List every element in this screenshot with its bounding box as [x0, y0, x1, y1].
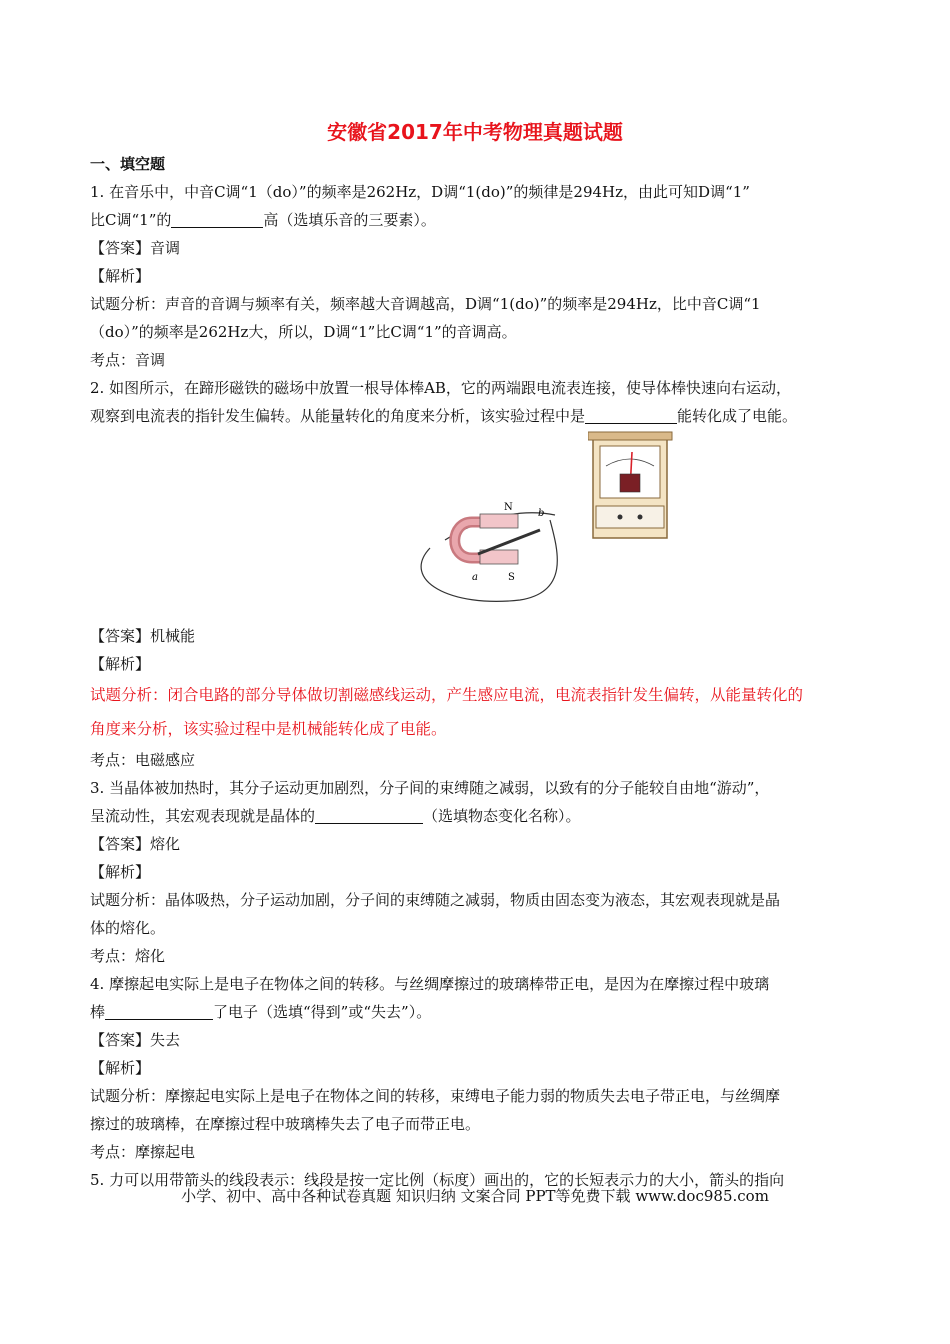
q2-analysis-line2: 角度来分析，该实验过程中是机械能转化成了电能。 [90, 720, 447, 738]
q1-analysis-line2: （do）”的频率是262Hz大，所以，D调“1”比C调“1”的音调高。 [90, 323, 517, 341]
q3-line2-post: （选填物态变化名称）。 [423, 807, 581, 825]
q4-line2-post: 了电子（选填“得到”或“失去”）。 [213, 1003, 432, 1021]
galvanometer-top [588, 432, 672, 440]
label-b: b [538, 508, 545, 519]
q4-line2 [90, 998, 870, 1026]
galvanometer-coil [620, 474, 640, 492]
q4-answer: 【答案】失去 [90, 1031, 181, 1049]
label-s: S [508, 572, 515, 583]
q3-answer-blank [315, 807, 423, 824]
q1-line2-post: 高（选填乐音的三要素）。 [263, 211, 436, 229]
q1-analysis-line1: 试题分析：声音的音调与频率有关，频率越大音调越高，D调“1(do)”的频率是294Hz，比中音C调“1 [90, 295, 761, 313]
label-n: N [504, 502, 513, 513]
q4-analysis-line2: 擦过的玻璃棒，在摩擦过程中玻璃棒失去了电子而带正电。 [90, 1115, 481, 1133]
q2-line2 [90, 402, 870, 430]
q4-line1: 4. 摩擦起电实际上是电子在物体之间的转移。与丝绸摩擦过的玻璃棒带正电，是因为在摩擦过程中玻璃 [90, 975, 770, 993]
label-a: a [472, 572, 478, 583]
section-heading: 一、填空题 [90, 155, 166, 173]
q2-point: 考点：电磁感应 [90, 751, 196, 769]
q3-analysis-line1: 试题分析：晶体吸热，分子运动加剧，分子间的束缚随之减弱，物质由固态变为液态，其宏观表现就是晶 [90, 891, 781, 909]
q4-answer-blank [105, 1003, 213, 1020]
document-body [90, 150, 870, 1194]
terminal-right [638, 515, 643, 520]
q3-analysis-line2: 体的熔化。 [90, 919, 166, 937]
q3-line2-pre: 呈流动性，其宏观表现就是晶体的 [90, 807, 316, 825]
q1-point: 考点：音调 [90, 351, 166, 369]
q2-analysis-line1: 试题分析：闭合电路的部分导体做切割磁感线运动，产生感应电流，电流表指针发生偏转，从能量转化的 [90, 686, 804, 704]
q1-analysis-label: 【解析】 [90, 267, 151, 285]
q2-line2-post: 能转化成了电能。 [677, 407, 798, 425]
q3-answer: 【答案】熔化 [90, 835, 181, 853]
galvanometer-icon [588, 430, 678, 550]
q4-analysis-label: 【解析】 [90, 1059, 151, 1077]
page-title: 安徽省2017年中考物理真题试题 [327, 120, 623, 144]
q2-answer: 【答案】机械能 [90, 627, 196, 645]
page-footer: 小学、初中、高中各种试卷真题 知识归纳 文案合同 PPT等免费下载 www.doc985.com [181, 1187, 769, 1205]
q4-point: 考点：摩擦起电 [90, 1143, 196, 1161]
magnet-north-pole [480, 514, 518, 528]
q2-analysis-label: 【解析】 [90, 655, 151, 673]
q3-analysis-label: 【解析】 [90, 863, 151, 881]
q4-line2-pre: 棒 [90, 1003, 106, 1021]
q1-line2-pre: 比C调“1”的 [90, 211, 172, 229]
q4-analysis-line1: 试题分析：摩擦起电实际上是电子在物体之间的转移，束缚电子能力弱的物质失去电子带正电，与丝绸摩 [90, 1087, 781, 1105]
q5-line1: 5. 力可以用带箭头的线段表示：线段是按一定比例（标度）画出的，它的长短表示力的大小，箭头的指向 [90, 1171, 785, 1189]
q1-line1: 1. 在音乐中，中音C调“1（do）”的频率是262Hz，D调“1(do)”的频律是294Hz，由此可知D调“1” [90, 183, 750, 201]
q2-line1: 2. 如图所示，在蹄形磁铁的磁场中放置一根导体棒AB，它的两端跟电流表连接，使导体棒快速向右运动， [90, 379, 791, 397]
q2-line2-pre: 观察到电流表的指针发生偏转。从能量转化的角度来分析，该实验过程中是 [90, 407, 586, 425]
terminal-left [618, 515, 623, 520]
q1-answer: 【答案】音调 [90, 239, 181, 257]
q2-answer-blank [585, 407, 677, 424]
q3-line2 [90, 802, 870, 830]
experiment-figure [90, 430, 870, 622]
galvanometer-base [596, 506, 664, 528]
q3-point: 考点：熔化 [90, 947, 166, 965]
q1-answer-blank [171, 211, 263, 228]
q3-line1: 3. 当晶体被加热时，其分子运动更加剧烈，分子间的束缚随之减弱，以致有的分子能较自由地“游动”， [90, 779, 770, 797]
electromagnetic-induction-diagram [360, 430, 590, 610]
q1-line2 [90, 206, 870, 234]
